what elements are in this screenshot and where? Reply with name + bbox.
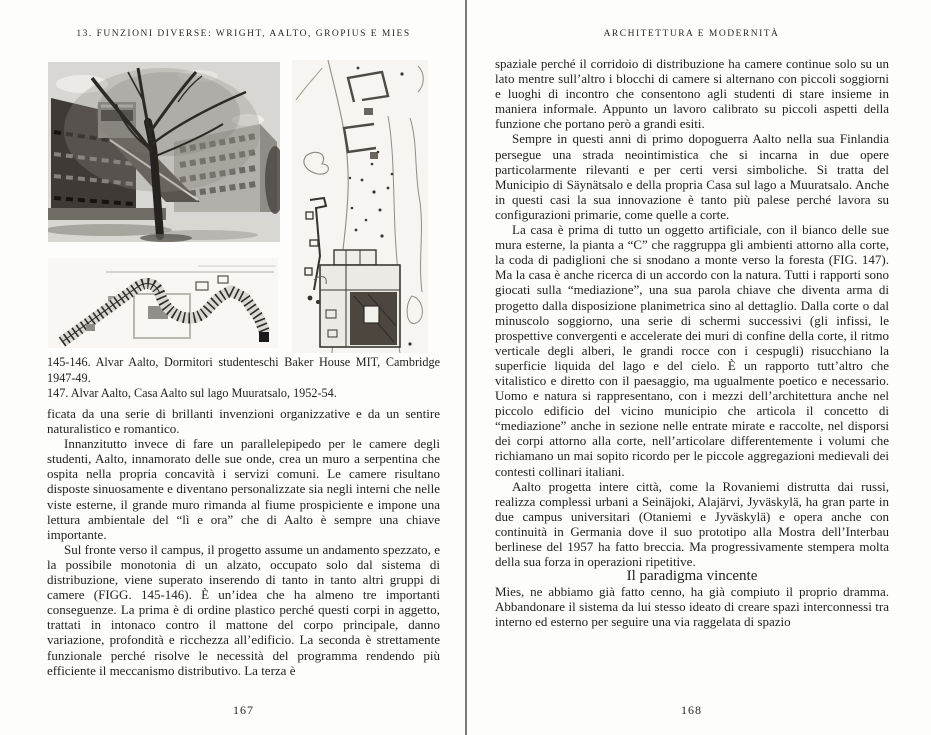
paragraph: ficata da una serie di brillanti invenzioni organizzative e da un sentire naturalistico e romantico. [47, 406, 440, 437]
right-page [467, 0, 931, 735]
left-page-number: 167 [233, 703, 254, 717]
left-body-text [47, 406, 440, 678]
baker-house-photo-figure [48, 62, 280, 242]
baker-house-plan-figure [48, 258, 278, 348]
left-running-head: 13. FUNZIONI DIVERSE: WRIGHT, AALTO, GROPIUS E MIES [76, 29, 411, 39]
muuratsalo-site-plan-figure [292, 60, 428, 353]
paragraph: spaziale perché il corridoio di distribuzione ha camere continue solo su un lato mentre sull’altro i blocchi di camere si alternano con piccoli soggiorni e luoghi di incontro che consentono agli studenti di stare insieme in maniera informale. Appunto un lavoro calibrato su piccoli aspetti della funzione che portano però a grandi esiti. [495, 56, 889, 132]
section-heading: Il paradigma vincente [626, 568, 758, 585]
baker-house-plan-drawing [48, 258, 278, 348]
paragraph: Aalto progetta intere città, come la Rovaniemi distrutta dai russi, realizza complessi urbani a Seinäjoki, Alajärvi, Jyväskylä, ha gran parte in due campus universitari (Otaniemi e Jyväskylä) e opera anche con continuità in Germania dove il suo prototipo alla Mostra dell’Interbau berlinese del 1957 ha fatto breccia. Ma progressivamente stempera molta della sua forza in operazioni ripetitive. [495, 478, 889, 570]
muuratsalo-site-plan-drawing [292, 60, 428, 353]
paragraph: Mies, ne abbiamo già fatto cenno, ha già compiuto il proprio dramma. Abbandonare il sistema da lui stesso ideato di creare spazi interconnessi tra interno ed esterno per seguire una via raggelata di spazio [495, 584, 889, 630]
baker-house-photo [48, 62, 280, 242]
paragraph: Sempre in questi anni di primo dopoguerra Aalto nella sua Finlandia persegue una strada neointimistica che si incarna in due opere particolarmente rilevanti e per certi versi simboliche. Si tratta del Municipio di Säynätsalo e della propria Casa sul lago a Muuratsalo. Anche in questi casi la sua innovazione è tanto più palese perché lavora su configurazioni primarie, come quelle a corte. [495, 131, 889, 222]
caption-145-146: 145-146. Alvar Aalto, Dormitori studenteschi Baker House MIT, Cambridge 1947-49. [47, 355, 440, 385]
right-running-head: ARCHITETTURA E MODERNITÀ [603, 29, 780, 39]
figure-captions [47, 355, 440, 402]
caption-147: 147. Alvar Aalto, Casa Aalto sul lago Muuratsalo, 1952-54. [47, 386, 337, 400]
paragraph: Sul fronte verso il campus, il progetto assume un andamento spezzato, e la possibile monotonia di un alzato, occupato solo dal sistema di distribuzione, viene superato inserendo di tanto in tanto altri gruppi di camere (FIGG. 145-146). È un’idea che ha almeno tre importanti conseguenze. La prima è di ordine plastico perché questi corpi in aggetto, trattati in intonaco contro il mattone del corpo principale, danno variazione, profondità e ricchezza all’edificio. La seconda è strettamente funzionale perché risolve le necessità del programma rendendo più efficiente il meccanismo distributivo. La terza è [47, 541, 440, 678]
paragraph: La casa è prima di tutto un oggetto artificiale, con il bianco delle sue mura esterne, la pianta a “C” che raggruppa gli ambienti attorno alla corte, la coda di padiglioni che si snodano a monte verso la foresta (FIG. 147). Ma la casa è anche ricerca di un accordo con la natura. Tutti i rapporti sono giocati sulla “mediazione”, una sua parola chiave che diventa arma di progetto dalla disposizione planimetrica sino al dettaglio. Dalla corte o dal minuscolo soggiorno, una serie di schermi successivi (gli infissi, le prospettive convergenti e accelerate dei muri di confine della corte, il ritmo verticale degli alberi, le grandi rocce con i cespugli) risucchiano la superficie liquida del lago e del cielo. È un rapporto tutt’altro che vitalistico e diretto con il paesaggio, ma ugualmente poetico e necessario. Uomo e natura si rappresentano, con i mezzi dell’architettura anche nel piccolo edificio del vicino municipio che articola il concetto di “mediazione” anche in sezione nelle entrate mirate e raccolte, nel disporsi dei corpi attorno alla corte, nell’articolare differentemente i volumi che richiamano un mai sopito ricordo per le piccole aggregazioni medievali dei contesti collinari italiani. [495, 222, 889, 479]
paragraph: Innanzitutto invece di fare un parallelepipedo per le camere degli studenti, Aalto, innamorato delle sue onde, crea un muro a serpentina che ospita nella propria concavità i servizi comuni. Le camere risultano disposte sinuosamente e diventano personalizzate sia negli interni che nelle viste esterne, il grande muro rimanda al fiume prospiciente e impone una lettura ambientale del “lì e ora” che di Aalto è sempre una chiave importante. [47, 436, 440, 542]
left-page [0, 0, 465, 735]
right-body-text [495, 56, 889, 630]
right-page-number: 168 [681, 703, 702, 717]
